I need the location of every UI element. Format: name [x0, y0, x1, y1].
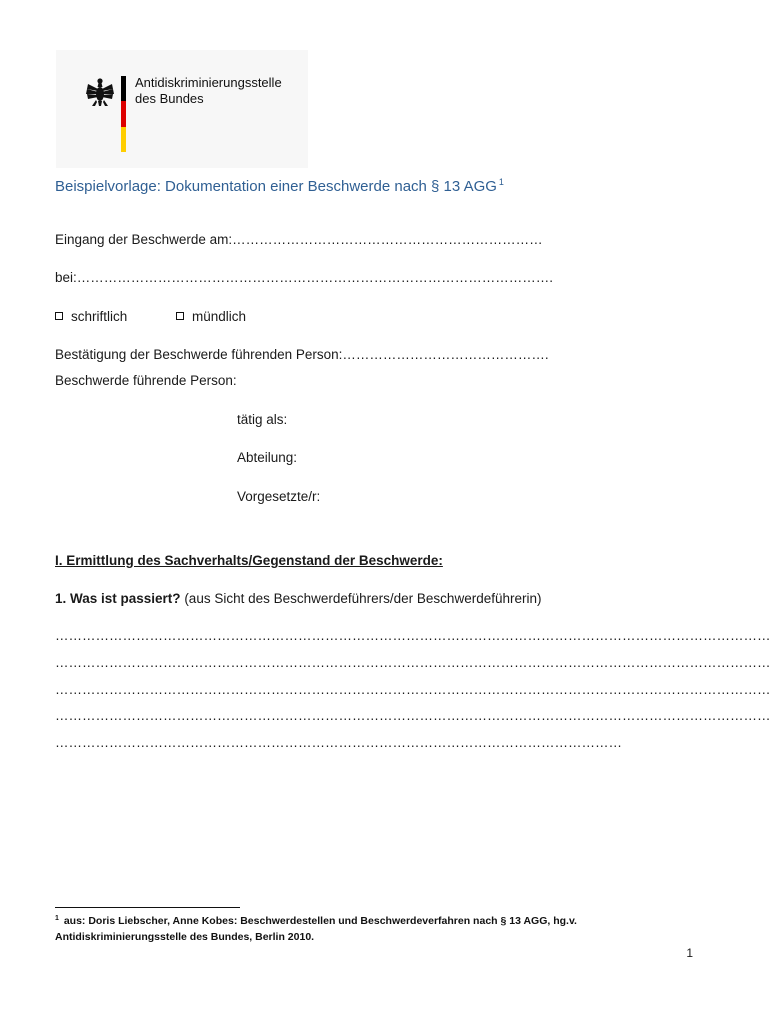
dot-line-2: ……………………………………………………………………………………………………………………………………………: [55, 655, 771, 670]
option-written[interactable]: [55, 309, 127, 324]
footnote-rule: [55, 907, 240, 908]
dot-line-1: ……………………………………………………………………………………………………………………………………………: [55, 628, 771, 643]
dot-line-3: ……………………………………………………………………………………………………………………………………………: [55, 682, 771, 697]
footnote-text-1: aus: Doris Liebscher, Anne Kobes: Beschwerdestellen und Beschwerdeverfahren nach § 13 AGG, hg.v.: [60, 915, 577, 927]
title-text: Beispielvorlage: Dokumentation einer Beschwerde nach § 13 AGG: [55, 178, 497, 195]
field-bestaetigung: Bestätigung der Beschwerde führenden Person:……………………………………….: [55, 347, 549, 362]
field-vorgesetzte: Vorgesetzte/r:: [237, 489, 321, 504]
flag-red: [121, 101, 126, 126]
section-heading: I. Ermittlung des Sachverhalts/Gegenstand der Beschwerde:: [55, 553, 443, 568]
page-number: 1: [686, 946, 693, 960]
logo-line-1: Antidiskriminierungsstelle: [135, 75, 282, 90]
flag-gold: [121, 127, 126, 152]
field-bei: bei:…………………………………………………………………………………………….: [55, 270, 554, 285]
footnote: [55, 913, 675, 945]
checkbox-oral[interactable]: [176, 312, 184, 320]
footnote-marker: 1: [55, 915, 59, 922]
footnote-line-2: Antidiskriminierungsstelle des Bundes, Berlin 2010.: [55, 931, 315, 943]
flag-black: [121, 76, 126, 101]
question-1-rest: (aus Sicht des Beschwerdeführers/der Beschwerdeführerin): [180, 591, 542, 606]
question-1: [55, 591, 541, 606]
option-written-label: schriftlich: [71, 309, 128, 324]
field-person: Beschwerde führende Person:: [55, 373, 237, 388]
eagle-icon: [84, 76, 116, 110]
dot-line-4: ……………………………………………………………………………………………………………………………………………: [55, 708, 771, 723]
checkbox-written[interactable]: [55, 312, 63, 320]
field-abteilung: Abteilung:: [237, 450, 298, 465]
field-eingang: Eingang der Beschwerde am:……………………………………………………………: [55, 232, 543, 247]
flag-bar: [121, 76, 126, 152]
title-footnote-ref: 1: [498, 177, 504, 187]
logo-text: [135, 75, 282, 107]
logo-line-2: des Bundes: [135, 91, 204, 106]
field-taetig: tätig als:: [237, 412, 288, 427]
option-oral[interactable]: [176, 309, 246, 324]
option-oral-label: mündlich: [192, 309, 247, 324]
document-title: [55, 178, 504, 195]
footnote-line-1: [55, 913, 675, 929]
dot-line-5: ………………………………………………………………………………………………………………: [55, 735, 622, 750]
question-1-bold: 1. Was ist passiert?: [55, 591, 181, 606]
